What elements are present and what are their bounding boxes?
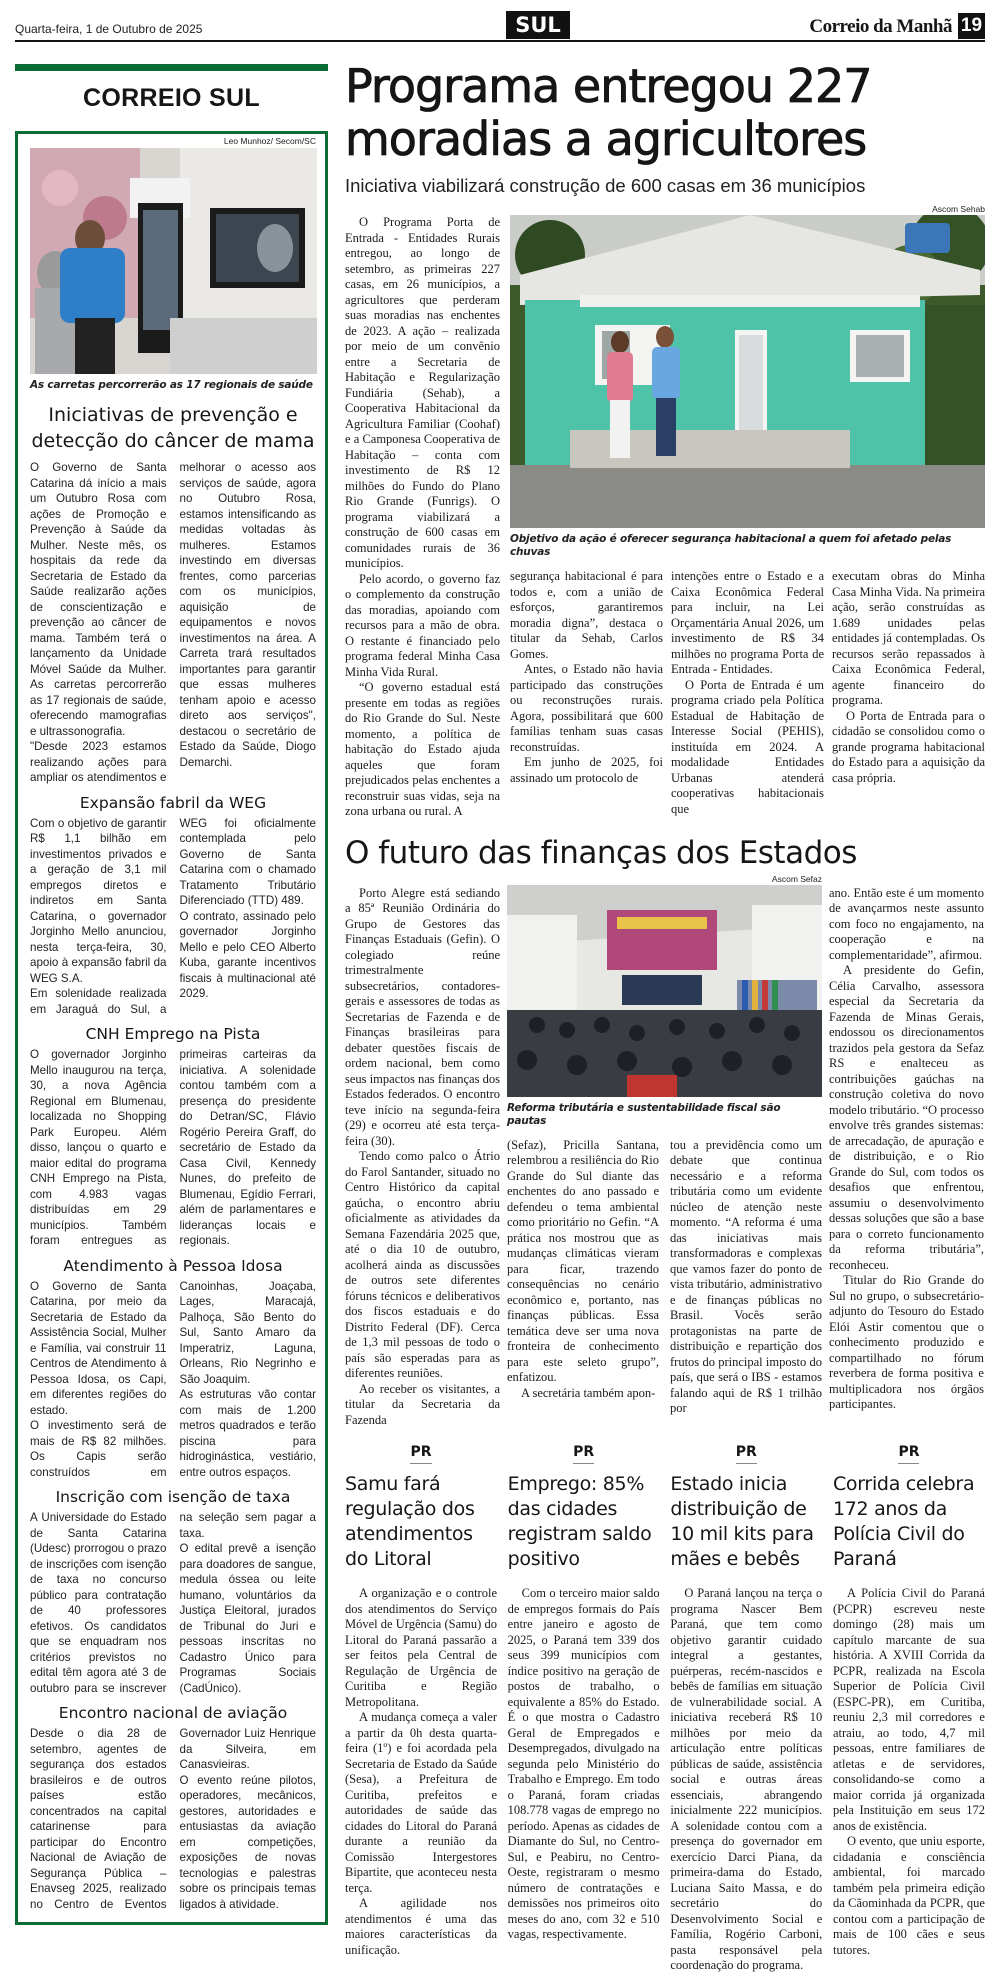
article-columns [507,1138,822,1417]
article-paragraph: “O governo estadual está presente em todas as regiões do Rio Grande do Sul. Neste momento, a política de habitação do Estado ajuda aqueles que foram prejudicados pelas enchentes a reconstruir suas vidas, seja na zona urbana ou rural. A [345,680,500,818]
brief-paragraph: O edital prevê a isenção para doadores de sangue, medula óssea ou leite humano, voluntários da Justiça Eleitoral, jurados de Tribunal do Juri e pessoas inscritas no Cadastro Único para Programas Sociais (CadÚnico). [179,1542,316,1695]
region-tag-label: PR [573,1444,594,1464]
brief-paragraph: Com o terceiro maior saldo de empregos formais do País entre janeiro e agosto de 2025, o Paraná tem 339 dos seus 399 municípios com índice positivo na geração de postos de trabalho, o equivalente a 85% do Estado. É o que mostra o Cadastro Geral de Empregados e Desempregados, divulgado na segunda pelo Ministério do Trabalho e Emprego. Em todo o Paraná, foram criadas 108.778 vagas de emprego no período. Apenas as cidades de Diamante do Sul, no Centro-Sul, e Peabiru, no Centro-Oeste, registraram o mesmo número de contratações e demissões nos primeiros oito meses do ano, com 32 e 510 vagas, respectivamente. [507,1586,660,1941]
photo-caption: As carretas percorrerão as 17 regionais de saúde [30,379,313,391]
article-columns [510,569,985,817]
brief-paragraph: O Governo de Santa Catarina dá início a mais um Outubro Rosa com ações de Promoção e Prevenção à Saúde da Mulher. Neste mês, os hospitais da rede da Secretaria de Estado da Saúde realizarão ações de conscientização e prevenção ao câncer de mama. Também terá o lançamento da Unidade Móvel Saúde da Mulher. As carretas percorrerão as 17 regionais de saúde, oferecendo mamografias e ultrassonografia. [30,461,167,738]
article-paragraph: O Programa Porta de Entrada - Entidades Rurais entregou, ao longo de setembro, as primeiras 227 casas, em 26 municípios, a agricultores que perderam suas moradias nas enchentes de 2023. A ação – realizada por meio de um convênio entre a Secretaria de Habitação e Regularização Fundiária (Sehab), a Cooperativa Habitacional da Agricultura Familiar (Coohaf) e a Camponesa Cooperativa de Habitação – conta com investimento de R$ 12 milhões do Fundo do Plano Rio Grande (Funrigs). O programa viabilizará a construção de 600 casas em comunidades rurais de 36 municípios. [345,215,500,570]
brief-headline: Estado inicia distribuição de 10 mil kits para mães e bebês [670,1473,814,1570]
brief-heading: Inscrição com isenção de taxa [55,1488,291,1506]
brief-heading: Expansão fabril da WEG [79,793,267,812]
article-paragraph: Titular do Rio Grande do Sul no grupo, o subsecretário-adjunto do Tesouro do Estado Elói Astir comentou que o conhecimento produzido e compartilhado no fórum reverbera de forma positiva e multiplicadora nos órgãos participantes. [829,1273,984,1411]
sidebar-frame [15,131,328,1925]
brief-paragraph: A Polícia Civil do Paraná (PCPR) escreveu neste domingo (28) mais um capítulo marcante de sua história. A XVIII Corrida da PCPR, realizada na Escola Superior de Polícia Civil (ESPC-PR), em Curitiba, reuniu 2,3 mil corredores e atraiu, ao todo, 4,7 mil pessoas, entre familiares de atletas e de servidores, consolidando-se como a maior corrida já organizada pela Instituição em seus 172 anos de existência. [832,1586,985,1833]
brief-paragraph: "Desde 2023 estamos realizando ações para ampliar os atendimentos e melhorar o acesso aos serviços de saúde, agora no Outubro Rosa, estamos intensificando as medidas voltadas às mulheres. Estamos investindo em diversas frentes, como parcerias com os municípios, aquisição de equipamentos e novos investimentos na área. A Carreta trará resultados importantes para garantir que essas mulheres tenham apoio e acesso direto aos serviços", destacou o secretário de Estado da Saúde, Diogo Demarchi. [30,461,316,784]
brief-headline: Emprego: 85% das cidades registram saldo positivo [507,1473,652,1570]
photo-credit: Ascom Sefaz [771,873,822,884]
article-photo-block [507,874,822,1429]
region-tag-label: PR [898,1444,919,1464]
sidebar-briefs [30,460,316,1912]
brief-item [508,1444,660,1974]
conference-photo [507,885,822,1097]
article-column [832,569,985,817]
brief-paragraph: Em solenidade realizada em Jaraguá do Sul, a WEG foi oficialmente contemplada pelo Governo de Santa Catarina com o chamado Tratamento Tributário Diferenciado (TTD) 489. [30,816,316,1016]
article-paragraph: tou a previdência como um debate que continua necessário e a reforma tributária como um evidente núcleo de atenção neste momento. “A reforma é uma das iniciativas mais transformadoras e complexas que vamos fazer do ponto de vista tributário, administrativo e de finanças públicas no Brasil. Vocês serão protagonistas na parte de distribuição e repartição dos frutos do principal imposto do país, que será o IBS - estamos falando aqui de R$ 1 trilhão por [670,1137,822,1415]
article-column [671,569,824,817]
photo-credit: Leo Munhoz/ Secom/SC [223,136,316,146]
article-body [345,204,985,820]
region-tag [345,1444,497,1464]
sidebar-brief [30,1024,316,1249]
article-paragraph: Ao receber os visitantes, a titular da Secretaria da Fazenda [345,1381,500,1427]
brief-body [30,1279,316,1481]
article-photo-block [510,204,985,817]
article-paragraph: A presidente do Gefin, Célia Carvalho, assessora especial da Secretaria da Fazenda de Minas Gerais, endossou os direcionamentos trazidos pela gestora da Sefaz RS e enalteceu as contribuições gaúchas na construção coletiva do novo modelo tributário. “O processo envolve três grandes sistemas: de arrecadação, de apuração e de distribuição, e o Rio Grande do Sul, com todos os desafios que enfrentou, assumiu o desenvolvimento dessas soluções que são a base para o correto funcionamento da reforma tributária”, reconheceu. [829,963,984,1272]
mammography-photo [30,148,317,374]
brief-paragraph: O investimento será de mais de R$ 82 milhões. Os Capis serão construídos em Canoinhas, Joaçaba, Lages, Maracajá, Palhoça, São Bento do Sul, Santo Amaro da Imperatriz, Laguna, Orleans, Rio Negrinho e São Joaquim. [30,1279,316,1479]
sidebar-accent-bar [15,64,328,71]
section-label: SUL [506,11,570,39]
page-number: 19 [958,13,985,39]
sidebar-brief [30,1487,316,1696]
article-column [510,569,663,817]
brief-body [30,816,316,1018]
photo-caption: Objetivo da ação é oferecer segurança habitacional a quem foi afetado pelas chuvas [510,533,952,558]
brief-body [30,460,316,786]
article-paragraph: Porto Alegre está sediando a 85ª Reunião Ordinária do Grupo de Gestores das Finanças Estaduais (Gefin). O colegiado reúne trimestralmente subsecretários, contadores-gerais e assessores de todas as Secretarias de Fazenda e de Finanças brasileiras para debater questões fiscais de ordem nacional, bem como seus impactos nas finanças dos Estados federados. O encontro teve início na segunda-feira (29) e ocorreu até esta terça-feira (30). [345,885,500,1148]
brief-heading: CNH Emprego na Pista [85,1025,261,1043]
brief-body [345,1586,497,1958]
article-column [829,874,984,1429]
article-paragraph: executam obras do Minha Casa Minha Vida. Na primeira ação, serão construídas as 1.689 unidades pelas entidades já contempladas. Os recursos serão repassados à Caixa Econômica Federal, agente financeiro do programa. [832,569,985,707]
article-paragraph: segurança habitacional é para todos e, com a união de esforços, garantiremos moradia digna”, destaca o titular da Sehab, Carlos Gomes. [510,569,663,661]
article-paragraph: ano. Então este é um momento de avançarmos neste assunto com foco no engajamento, na cooperação e na complementaridade”, afirmou. [829,885,984,962]
article-headline: Programa entregou 227 moradias a agricultores [345,59,872,166]
article-column [670,1138,822,1417]
article-paragraph: Antes, o Estado não havia participado das construções ou reconstruções rurais. Agora, possibilitará que 600 famílias tenham suas casas reconstruídas. [510,662,663,754]
brief-body [30,1726,316,1912]
sidebar-brief [30,1256,316,1481]
brief-headline: Corrida celebra 172 anos da Polícia Civil do Paraná [832,1473,975,1570]
article-paragraph: intenções entre o Estado e a Caixa Econômica Federal para incluir, na Lei Orçamentária Anual 2026, um investimento de R$ 34 milhões no programa Porta de Entrada - Entidades. [671,569,824,676]
region-tag-label: PR [736,1444,757,1464]
brief-body [833,1586,985,1958]
article-paragraph: Pelo acordo, o governo faz o complemento da construção das moradias, apoiando com recursos para a mão de obra. O restante é financiado pelo programa federal Minha Casa Minha Vida Rural. [345,571,500,679]
article-paragraph: O Porta de Entrada é um programa criado pela Política Estadual de Habitação de Interesse Social (PEHIS), instituída em 2024. A modalidade Entidades Urbanas atenderá cooperativas habitacionais que [671,677,824,816]
region-tag [833,1444,985,1464]
article-paragraph: O Porta de Entrada para o cidadão se consolidou como o grande programa habitacional do Estado para a aquisição da casa própria. [832,708,985,785]
photo-caption: Reforma tributária e sustentabilidade fiscal são pautas [507,1101,781,1127]
article-column [345,874,500,1429]
brief-paragraph: O contrato, assinado pelo governador Jorginho Mello e pelo CEO Alberto Kuba, garante incentivos fiscais à multinacional até 2029. [179,909,316,1000]
brief-body [30,1047,316,1249]
brief-paragraph: A mudança começa a valer a partir da 0h desta quarta-feira (1º) e foi acordada pela Secretaria de Estado da Saúde (Sesa), a Prefeitura de Curitiba, prefeitos e autoridades de saúde das cidades do Litoral do Paraná durante a reunião da Comissão Intergestores Bipartite, que aconteceu nesta terça. [345,1710,497,1895]
masthead-logo: Correio da Manhã [809,16,952,37]
article-paragraph: Em junho de 2025, foi assinado um protocolo de [510,755,663,785]
house-photo [510,215,985,528]
brief-paragraph: A Universidade do Estado de Santa Catarina (Udesc) prorrogou o prazo de inscrições com isenção de taxa no concurso público para contratação de 40 professores efetivos. Os candidatos que se enquadram nos critérios previstos no edital têm agora até 3 de outubro para se inscrever na seleção sem pagar a taxa. [30,1511,316,1695]
brief-body [30,1510,316,1696]
brief-item [345,1444,497,1974]
brief-body [670,1586,822,1974]
article-paragraph: (Sefaz), Pricilla Santana, relembrou a resiliência do Rio Grande do Sul diante das enchentes do ano passado e defendeu o tema ambiental como prioritário no Gefin. “A prática nos mostrou que as mudanças climáticas vieram para ficar, trazendo consequências no cenário econômico e, portanto, nas finanças públicas. Essa temática deve ser uma nova fronteira de conhecimento para este seleto grupo”, enfatizou. [507,1137,659,1384]
sidebar-title: CORREIO SUL [83,84,260,112]
brief-paragraph: O Governo de Santa Catarina, por meio da Secretaria de Estado da Assistência Social, Mulher e Família, vai construir 11 Centros de Atendimento à Pessoa Idosa, os Capi, em diferentes regiões do estado. [30,1279,167,1417]
article-paragraph: A secretária também apon- [521,1385,656,1400]
brief-paragraph: A organização e o controle dos atendimentos do Serviço Móvel de Urgência (Samu) do Litoral do Paraná passarão a ser feitos pela Central de Regulação de Urgência de Curitiba e Região Metropolitana. [345,1586,497,1709]
article-headline: O futuro das finanças dos Estados [345,834,857,871]
header-divider [15,40,985,42]
brief-paragraph: O Paraná lançou na terça o programa Nascer Bem Paraná, que tem como objetivo garantir cuidado integral a gestantes, puérperas, recém-nascidos e bebês de famílias em situação de vulnerabilidade social. A iniciativa receberá R$ 10 milhões por meio da articulação entre políticas públicas de saúde, assistência social e outras áreas essenciais, abrangendo inicialmente 222 municípios. A solenidade contou com a presença do governador em exercício Darci Piana, da primeira-dama do Estado, Luciana Saito Massa, e do secretário do Desenvolvimento Social e Família, Rogério Carboni, pasta responsável pela coordenação do programa. [670,1586,823,1972]
brief-paragraph: As estruturas vão contar com mais de 1.200 metros quadrados e terão piscina para hidroginástica, vestiário, entre outros espaços. [179,1388,316,1479]
brief-item [833,1444,985,1974]
edition-date: Quarta-feira, 1 de Outubro de 2025 [15,22,203,36]
region-tag-label: PR [410,1444,431,1464]
brief-paragraph: O governador Jorginho Mello inaugurou na terça, 30, a nova Agência Regional em Blumenau, localizada no Shopping Park Europeu. Além disso, lançou o quarto e maior edital do programa CNH Emprego na Pista, com 4.983 vagas distribuídas em 29 municípios. Também foram entregues as primeiras carteiras da iniciativa. A solenidade contou também com a presença do presidente do Detran/SC, Flávio Rogério Pereira Graff, do secretário de Estado da Casa Civil, Kennedy Nunes, do prefeito de Blumenau, Egídio Ferrari, além de parlamentares e lideranças locais e regionais. [30,1048,316,1247]
brief-heading: Encontro nacional de aviação [58,1704,288,1722]
brief-body [508,1586,660,1943]
brief-paragraph: A agilidade nos atendimentos é uma das maiores características da unificação. [345,1896,497,1957]
brief-heading: Atendimento à Pessoa Idosa [63,1256,283,1275]
article-column [345,204,500,820]
brief-paragraph: O evento, que uniu esporte, cidadania e consciência ambiental, foi marcado também pela primeira edição da Cãominhada da PCPR, que contou com a participação de mais de 100 cães e seus tutores. [832,1834,985,1957]
sidebar-brief [30,1703,316,1912]
sidebar-brief [30,793,316,1018]
article-body [345,874,985,1429]
brief-paragraph: O evento reúne pilotos, operadores, mecânicos, gestores, autoridades e entusiastas da aviação em competições, exposições de novas tecnologias e palestras sobre os principais temas ligados à atividade. [179,1773,316,1911]
article-column [507,1138,659,1417]
regional-briefs [345,1444,985,1974]
region-tag [670,1444,822,1464]
brief-item [670,1444,822,1974]
article-paragraph: Tendo como palco o Átrio do Farol Santander, situado no Centro Histórico da capital gaúcha, o encontro abriu oficialmente as atividades da Semana Fazendária 2025 que, até o dia 10 de outubro, acolherá ainda as discussões de outros sete diferentes fóruns técnicos e deliberativos dos fiscos estaduais e do Distrito Federal (DF). Cerca de 1,3 mil pessoas de todo o país são esperadas para as diferentes reuniões. [345,1149,500,1380]
brief-paragraph: Com o objetivo de garantir R$ 1,1 bilhão em investimentos privados e a geração de 3,1 mil empregos diretos e indiretos em Santa Catarina, o governador Jorginho Mello anunciou, nesta terça-feira, 30, apoio à expansão fabril da WEG S.A. [30,816,167,985]
sidebar-headline: Iniciativas de prevenção e detecção do câncer de mama [31,404,315,452]
main-content [345,60,985,1974]
sidebar-brief [30,460,316,786]
photo-credit: Ascom Sehab [932,204,985,214]
article-subtitle: Iniciativa viabilizará construção de 600 casas em 36 municípios [345,175,866,196]
region-tag [508,1444,660,1464]
brief-headline: Samu fará regulação dos atendimentos do Litoral [345,1473,475,1570]
brief-paragraph: Desde o dia 28 de setembro, agentes de segurança dos estados brasileiros e de outros países estão concentrados na capital catarinense para participar do Encontro Nacional de Aviação de Segurança Pública – Enavseg 2025, realizado no Centro de Eventos Governador Luiz Henrique da Silveira, em Canasvieiras. [30,1727,316,1911]
